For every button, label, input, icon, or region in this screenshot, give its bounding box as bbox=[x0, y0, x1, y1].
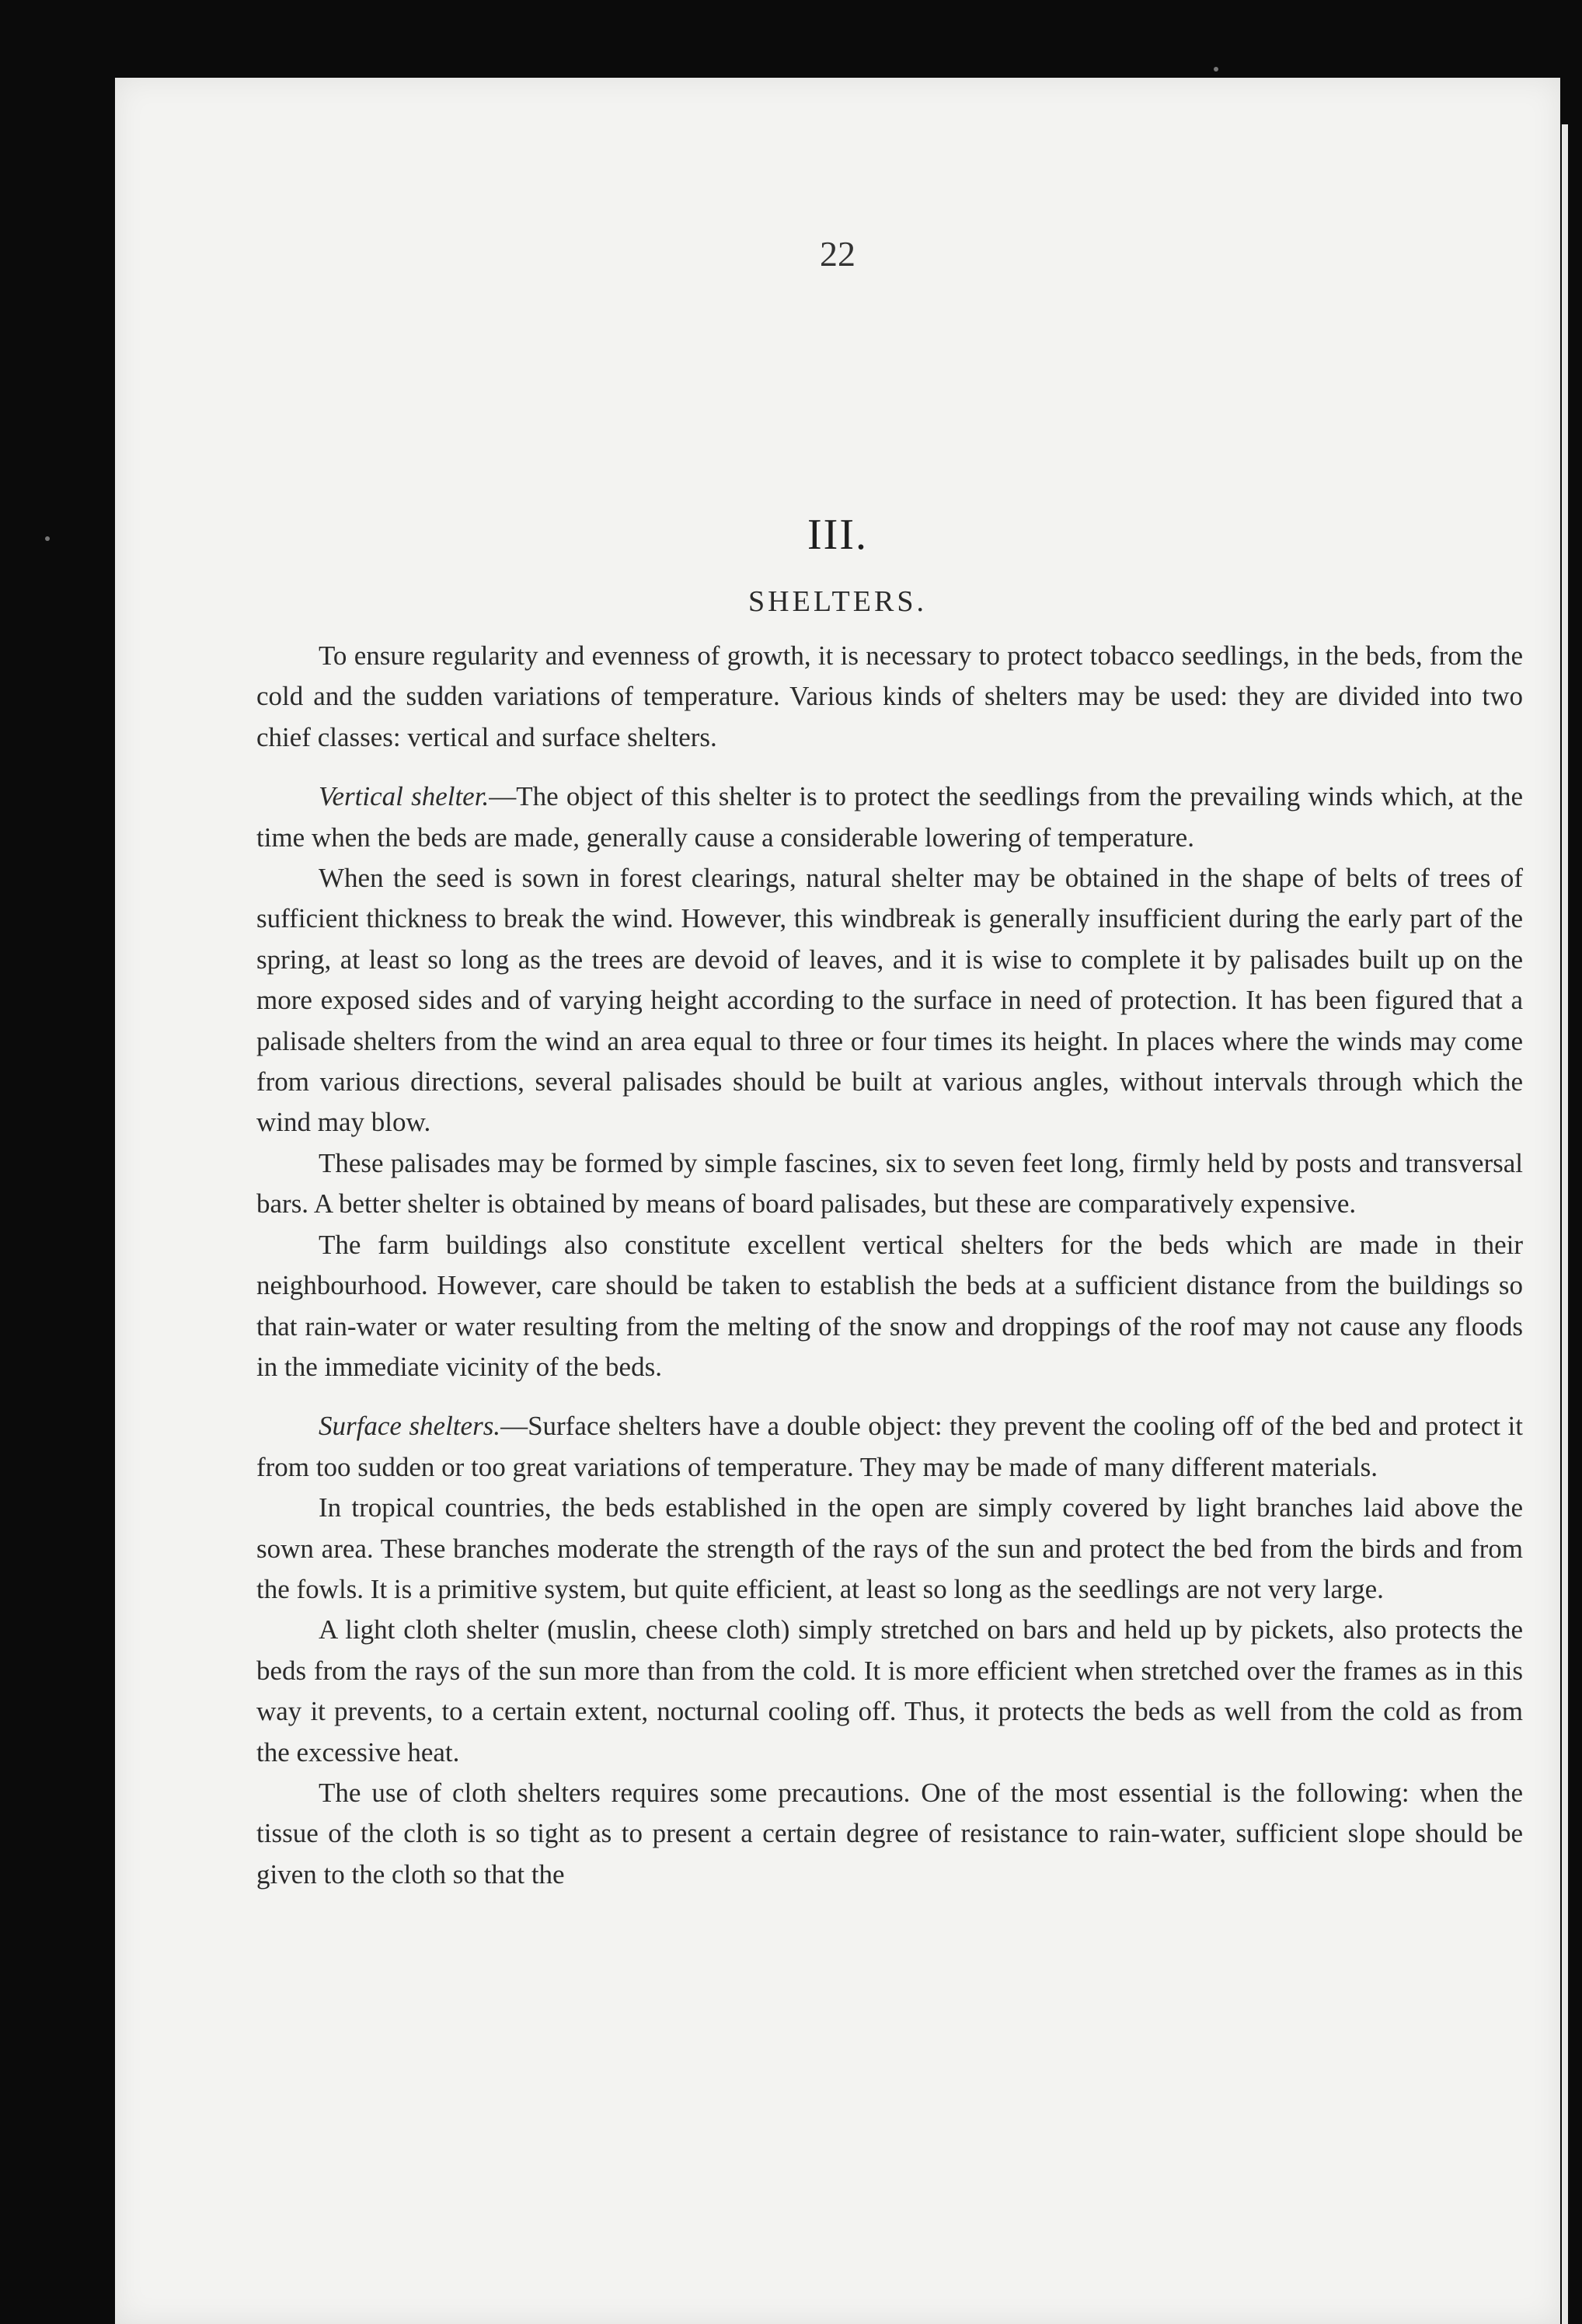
page-edge-rule bbox=[1562, 124, 1568, 2324]
chapter-title: SHELTERS. bbox=[748, 585, 927, 618]
paragraph bbox=[256, 858, 1523, 1143]
paragraph-text: In tropical countries, the beds established in the open are simply covered by light branches laid above the sown area. These branches moderate the strength of the rays of the sun and protect the bed from the birds and from the fowls. It is a primitive system, but quite efficient, at least so long as the seedlings are not very large. bbox=[256, 1492, 1523, 1604]
paragraph-text: To ensure regularity and evenness of growth, it is necessary to protect tobacco seedlings, in the beds, from the cold and the sudden variations of temperature. Various kinds of shelters may be used: they are divided into two chief classes: vertical and surface shelters. bbox=[256, 640, 1523, 752]
paragraph bbox=[256, 1143, 1523, 1225]
paragraph-lead: Surface shelters. bbox=[319, 1411, 501, 1442]
paragraph-text: A light cloth shelter (muslin, cheese cloth) simply stretched on bars and held up by pickets, also protects the beds from the rays of the sun more than from the cold. It is more efficient when stretched over the frames as in this way it prevents, to a certain extent, nocturnal cooling off. Thus, it protects the beds as well from the cold as from the excessive heat. bbox=[256, 1614, 1523, 1767]
paragraph-text: The use of cloth shelters requires some precautions. One of the most essential is the following: when the tissue of the cloth is so tight as to present a certain degree of resistance to rain-water, sufficient slope should be given to the cloth so that the bbox=[256, 1777, 1523, 1890]
paragraph-text: —The object of this shelter is to protect the seedlings from the prevailing winds which, at the time when the beds are made, generally cause a considerable lowering of temperature. bbox=[256, 781, 1523, 853]
scan-speck bbox=[1214, 67, 1218, 72]
paragraph-lead: Vertical shelter. bbox=[319, 781, 490, 812]
paragraph bbox=[256, 1610, 1523, 1773]
paragraph bbox=[256, 1225, 1523, 1388]
paragraph-text: When the seed is sown in forest clearings, natural shelter may be obtained in the shape of belts of trees of sufficient thickness to break the wind. However, this windbreak is generally insufficient during the early part of the spring, at least so long as the trees are devoid of leaves, and it is wise to complete it by palisades built up on the more exposed sides and of varying height according to the surface in need of protection. It has been figured that a palisade shelters from the wind an area equal to three or four times its height. In places where the winds may come from various directions, several palisades should be built at various angles, without intervals through which the wind may blow. bbox=[256, 863, 1523, 1138]
paragraph bbox=[256, 636, 1523, 758]
chapter-number: III. bbox=[807, 511, 868, 559]
paragraph bbox=[256, 1488, 1523, 1610]
paragraph bbox=[256, 776, 1523, 858]
page-number: 22 bbox=[820, 234, 855, 274]
paragraph bbox=[256, 1406, 1523, 1488]
body-text bbox=[256, 636, 1523, 1895]
scan-speck bbox=[45, 536, 50, 541]
paragraph-text: These palisades may be formed by simple fascines, six to seven feet long, firmly held by posts and transversal bars. A better shelter is obtained by means of board palisades, but these are comparatively expensive. bbox=[256, 1147, 1523, 1220]
paragraph bbox=[256, 1773, 1523, 1895]
paragraph-text: —Surface shelters have a double object: they prevent the cooling off of the bed and protect it from too sudden or too great variations of temperature. They may be made of many different materials. bbox=[256, 1411, 1523, 1482]
paragraph-text: The farm buildings also constitute excellent vertical shelters for the beds which are made in their neighbourhood. However, care should be taken to establish the beds at a sufficient distance from the buildings so that rain-water or water resulting from the melting of the snow and droppings of the roof may not cause any floods in the immediate vicinity of the beds. bbox=[256, 1229, 1523, 1382]
document-page bbox=[115, 78, 1560, 2324]
